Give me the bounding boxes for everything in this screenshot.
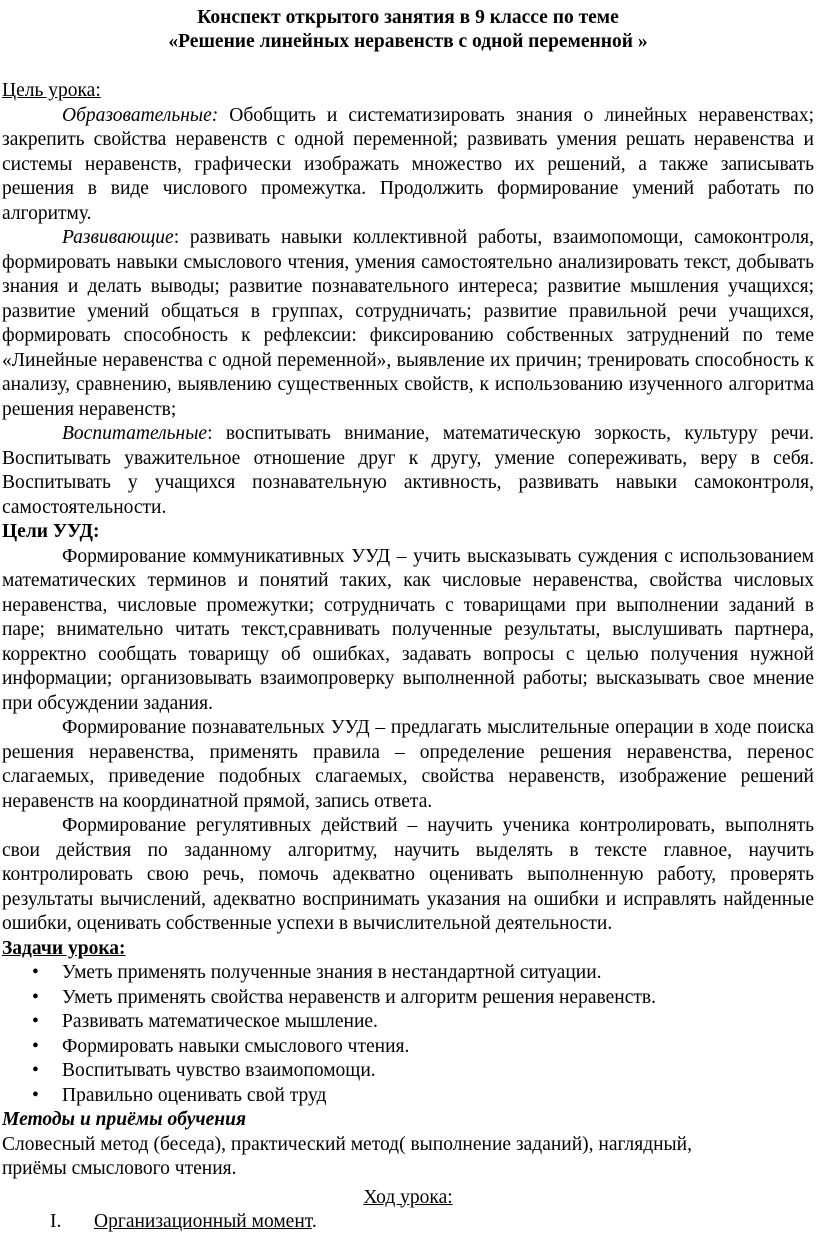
list-item: • Уметь применять свойства неравенств и алгоритм решения неравенств. [2,986,814,1011]
stage-item [2,1210,814,1235]
educational-text: Обобщить и систематизировать знания о линейных неравенствах; закрепить свойства неравенств с одной переменной; развивать умения решать неравенства и системы неравенств, графически изображать множество их решений, а также записывать решения в виде числового промежутка. Продолжить формирование умений работать по алгоритму. [2,104,814,224]
educational-goal [2,104,814,227]
upbringing-text: : воспитывать внимание, математическую зоркость, культуру речи. Воспитывать уважительное отношение друг к другу, умение сопереживать, веру в себя. Воспитывать у учащихся познавательную активность, развивать навыки самоконтроля, самостоятельности. [2,423,814,518]
list-item: • Формировать навыки смыслового чтения. [2,1035,814,1060]
course-heading: Ход урока: [363,1186,453,1208]
bullet-icon: • [32,1060,39,1081]
developing-goal [2,226,814,422]
bullet-icon: • [32,1035,39,1057]
course-heading-row [2,1186,814,1211]
tasks-list [2,961,814,1108]
title-line-2: «Решение линейных неравенств с одной переменной » [168,31,648,52]
upbringing-goal [2,422,814,520]
title-line-1: Конспект открытого занятия в 9 классе по теме [197,7,619,28]
developing-text: : развивать навыки коллективной работы, взаимопомощи, самоконтроля, формировать навыки смыслового чтения, умения самостоятельно анализировать текст, добывать знания и делать выводы; развитие познавательного интереса; развитие мышления учащихся; развитие умений общаться в группах, сотрудничать; развитие правильной речи учащихся, формировать способность к рефлексии: фиксированию собственных затруднений по теме «Линейные неравенства с одной переменной», выявление их причин; тренировать способность к анализу, сравнению, выявлению существенных свойств, к использованию изученного алгоритма решения неравенств; [2,227,814,420]
upbringing-label: Воспитательные [62,423,208,444]
bullet-icon: • [32,986,39,1008]
list-item: • Развивать математическое мышление. [2,1010,814,1035]
stage-number: I. [50,1211,62,1232]
uud-regulatory: Формирование регулятивных действий – научить ученика контролировать, выполнять свои действия по заданному алгоритму, научить выделять в тексте главное, научить контролировать свою речь, помочь адекватно оценивать выполненную работу, проверять результаты вычислений, адекватно воспринимать указания на ошибки и исправлять найденные ошибки, оценивать собственные успехи в вычислительной деятельности. [2,815,814,934]
stage-title: Организационный момент [94,1211,312,1232]
stage-suffix: . [311,1211,317,1232]
bullet-icon: • [32,1011,39,1032]
methods-line-2: приёмы смыслового чтения. [2,1158,237,1179]
uud-cognitive: Формирование познавательных УУД – предлагать мыслительные операции в ходе поиска решения неравенства, применять правила – определение решения неравенства, перенос слагаемых, приведение подобных слагаемых, свойства неравенств, изображение решений неравенств на координатной прямой, запись ответа. [2,717,814,812]
list-item: • Правильно оценивать свой труд [2,1084,814,1109]
document-title [2,6,814,54]
uud-heading: Цели УУД: [2,521,100,542]
list-item: • Воспитывать чувство взаимопомощи. [2,1059,814,1084]
bullet-icon: • [32,1084,39,1106]
uud-communicative: Формирование коммуникативных УУД – учить высказывать суждения с использованием математических терминов и понятий таких, как числовые неравенства, свойства числовых неравенства, числовые промежутки; сотрудничать с товарищами при выполнении заданий в паре; внимательно читать текст,сравнивать полученные результаты, выслушивать партнера, корректно сообщать товарищу об ошибках, задавать вопросы с целью получения нужной информации; организовывать взаимопроверку выполненной работы; высказывать свое мнение при обсуждении задания. [2,545,814,714]
educational-label: Образовательные: [62,104,219,126]
methods-line-1: Словесный метод (беседа), практический метод( выполнение заданий), наглядный, [2,1133,692,1155]
methods-heading: Методы и приёмы обучения [2,1109,247,1130]
list-item: • Уметь применять полученные знания в нестандартной ситуации. [2,961,814,986]
bullet-icon: • [32,962,39,983]
tasks-heading: Задачи урока: [2,937,126,959]
goals-heading: Цель урока: [2,80,101,101]
developing-label: Развивающие [62,227,174,248]
